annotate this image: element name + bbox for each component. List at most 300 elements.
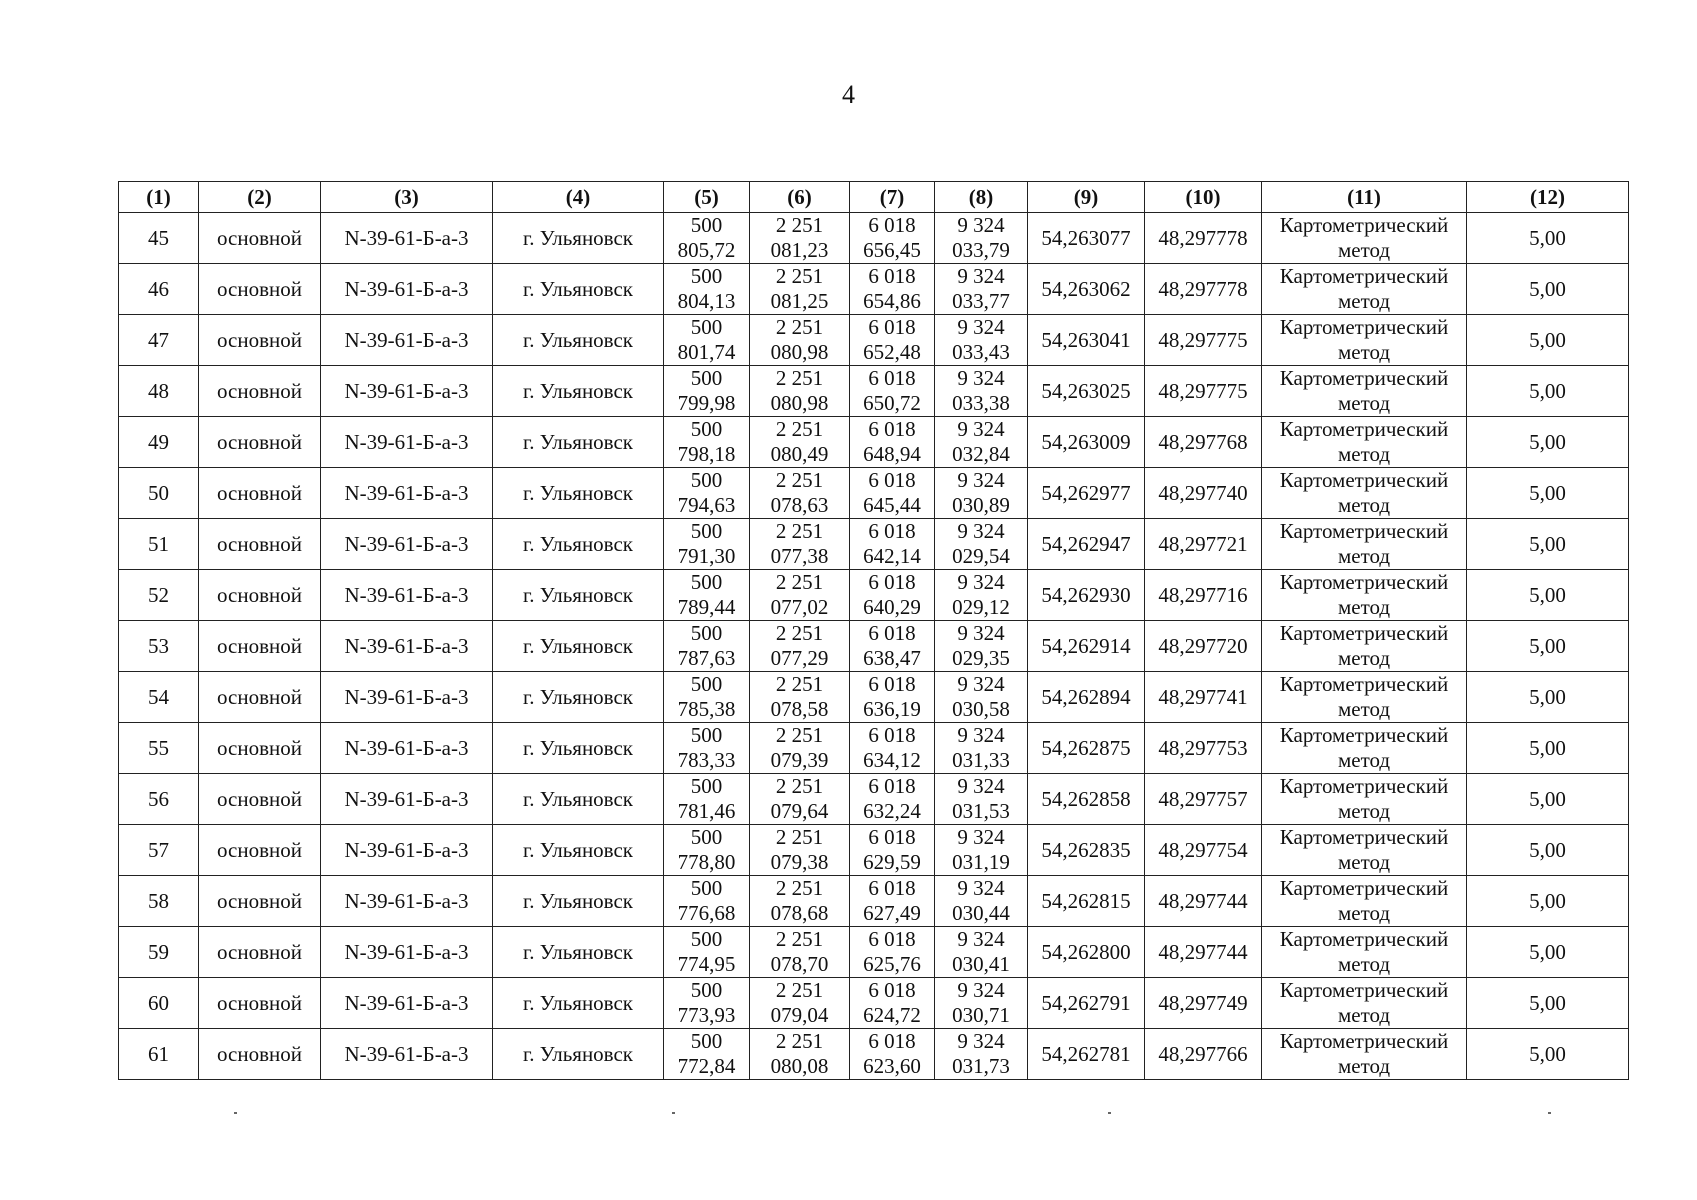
- cell-line: 500: [690, 621, 723, 645]
- table-cell: 54: [119, 672, 199, 723]
- cell-line: 656,45: [863, 238, 921, 262]
- table-cell: [664, 621, 750, 672]
- scan-mark: [234, 1112, 237, 1114]
- column-header: (3): [321, 182, 493, 213]
- cell-line: Картометрический: [1279, 774, 1449, 798]
- table-cell: [935, 672, 1028, 723]
- table-cell: г. Ульяновск: [493, 774, 664, 825]
- cell-line: 783,33: [677, 748, 736, 772]
- cell-line: 638,47: [863, 646, 921, 670]
- cell-line: 6 018: [868, 723, 916, 747]
- table-cell: [750, 927, 850, 978]
- table-cell: 54,262930: [1028, 570, 1145, 621]
- table-cell: 45: [119, 213, 199, 264]
- cell-line: метод: [1337, 952, 1391, 976]
- table-cell: [750, 468, 850, 519]
- cell-line: 9 324: [957, 621, 1005, 645]
- cell-line: 2 251: [775, 825, 824, 849]
- cell-line: 798,18: [677, 442, 736, 466]
- cell-line: 6 018: [868, 315, 916, 339]
- table-cell: 52: [119, 570, 199, 621]
- cell-line: 080,49: [770, 442, 829, 466]
- cell-line: Картометрический: [1279, 927, 1449, 951]
- cell-line: 9 324: [957, 1029, 1005, 1053]
- table-cell: [935, 825, 1028, 876]
- column-header: (9): [1028, 182, 1145, 213]
- table-cell: 5,00: [1467, 672, 1629, 723]
- table-row: [119, 978, 1629, 1029]
- cell-line: 2 251: [775, 366, 824, 390]
- cell-line: 773,93: [677, 1003, 736, 1027]
- table-cell: г. Ульяновск: [493, 672, 664, 723]
- table-row: [119, 876, 1629, 927]
- table-cell: 5,00: [1467, 570, 1629, 621]
- table-cell: 48,297778: [1145, 264, 1262, 315]
- table-cell: основной: [199, 621, 321, 672]
- column-header: (12): [1467, 182, 1629, 213]
- table-cell: 5,00: [1467, 213, 1629, 264]
- table-row: [119, 621, 1629, 672]
- table-cell: основной: [199, 1029, 321, 1080]
- cell-line: 2 251: [775, 264, 824, 288]
- table-cell: N-39-61-Б-а-3: [321, 264, 493, 315]
- cell-line: Картометрический: [1279, 672, 1449, 696]
- table-cell: [1262, 519, 1467, 570]
- table-cell: 48,297716: [1145, 570, 1262, 621]
- cell-line: 6 018: [868, 570, 916, 594]
- cell-line: 6 018: [868, 774, 916, 798]
- table-cell: [1262, 723, 1467, 774]
- cell-line: метод: [1337, 901, 1391, 925]
- table-cell: [1262, 672, 1467, 723]
- cell-line: 078,63: [770, 493, 829, 517]
- column-header: (5): [664, 182, 750, 213]
- table-cell: 54,263041: [1028, 315, 1145, 366]
- table-cell: 48: [119, 366, 199, 417]
- cell-line: 033,38: [952, 391, 1010, 415]
- table-cell: N-39-61-Б-а-3: [321, 1029, 493, 1080]
- cell-line: Картометрический: [1279, 366, 1449, 390]
- cell-line: 500: [690, 876, 723, 900]
- cell-line: 033,43: [952, 340, 1010, 364]
- table-cell: 58: [119, 876, 199, 927]
- table-cell: N-39-61-Б-а-3: [321, 366, 493, 417]
- table-cell: [850, 264, 935, 315]
- table-cell: г. Ульяновск: [493, 417, 664, 468]
- cell-line: 078,68: [770, 901, 829, 925]
- table-cell: 48,297749: [1145, 978, 1262, 1029]
- cell-line: 080,08: [770, 1054, 829, 1078]
- cell-line: 500: [690, 468, 723, 492]
- table-cell: N-39-61-Б-а-3: [321, 315, 493, 366]
- cell-line: метод: [1337, 697, 1391, 721]
- table-cell: основной: [199, 927, 321, 978]
- table-cell: 54,262800: [1028, 927, 1145, 978]
- cell-line: 079,64: [770, 799, 829, 823]
- cell-line: 2 251: [775, 417, 824, 441]
- cell-line: 778,80: [677, 850, 736, 874]
- table-cell: [750, 213, 850, 264]
- table-cell: [664, 213, 750, 264]
- cell-line: 640,29: [863, 595, 921, 619]
- table-cell: [664, 468, 750, 519]
- cell-line: 500: [690, 774, 723, 798]
- table-cell: г. Ульяновск: [493, 264, 664, 315]
- cell-line: 9 324: [957, 366, 1005, 390]
- table-cell: [750, 1029, 850, 1080]
- table-cell: основной: [199, 672, 321, 723]
- page-number: 4: [842, 80, 855, 109]
- cell-line: 077,29: [770, 646, 829, 670]
- table-cell: 54,263077: [1028, 213, 1145, 264]
- table-cell: [664, 1029, 750, 1080]
- table-cell: [750, 876, 850, 927]
- table-cell: [935, 723, 1028, 774]
- cell-line: 500: [690, 927, 723, 951]
- table-cell: основной: [199, 774, 321, 825]
- cell-line: 500: [690, 723, 723, 747]
- cell-line: 9 324: [957, 519, 1005, 543]
- table-cell: 5,00: [1467, 264, 1629, 315]
- table-row: [119, 927, 1629, 978]
- cell-line: 787,63: [677, 646, 736, 670]
- table-row: [119, 213, 1629, 264]
- table-cell: 48,297721: [1145, 519, 1262, 570]
- table-cell: г. Ульяновск: [493, 315, 664, 366]
- table-cell: N-39-61-Б-а-3: [321, 570, 493, 621]
- cell-line: 9 324: [957, 315, 1005, 339]
- table-cell: 5,00: [1467, 621, 1629, 672]
- cell-line: Картометрический: [1279, 468, 1449, 492]
- table-cell: основной: [199, 468, 321, 519]
- table-cell: г. Ульяновск: [493, 519, 664, 570]
- table-cell: основной: [199, 417, 321, 468]
- table-row: [119, 366, 1629, 417]
- cell-line: 2 251: [775, 519, 824, 543]
- table-cell: основной: [199, 519, 321, 570]
- cell-line: 031,19: [952, 850, 1010, 874]
- table-cell: [664, 672, 750, 723]
- table-cell: N-39-61-Б-а-3: [321, 927, 493, 978]
- table-cell: [1262, 315, 1467, 366]
- table-cell: 59: [119, 927, 199, 978]
- table-cell: [935, 417, 1028, 468]
- table-cell: N-39-61-Б-а-3: [321, 621, 493, 672]
- cell-line: 029,35: [952, 646, 1010, 670]
- cell-line: 9 324: [957, 417, 1005, 441]
- table-cell: [664, 774, 750, 825]
- column-header: (10): [1145, 182, 1262, 213]
- table-cell: [1262, 417, 1467, 468]
- table-cell: основной: [199, 978, 321, 1029]
- cell-line: метод: [1337, 1003, 1391, 1027]
- cell-line: 2 251: [775, 468, 824, 492]
- table-cell: 57: [119, 825, 199, 876]
- cell-line: 6 018: [868, 876, 916, 900]
- table-header-row: [119, 182, 1629, 213]
- table-cell: 54,262835: [1028, 825, 1145, 876]
- cell-line: 031,33: [952, 748, 1010, 772]
- table-cell: г. Ульяновск: [493, 621, 664, 672]
- cell-line: Картометрический: [1279, 315, 1449, 339]
- cell-line: 652,48: [863, 340, 921, 364]
- table-cell: 48,297778: [1145, 213, 1262, 264]
- cell-line: Картометрический: [1279, 825, 1449, 849]
- table-cell: 48,297775: [1145, 366, 1262, 417]
- cell-line: Картометрический: [1279, 1029, 1449, 1053]
- cell-line: 624,72: [863, 1003, 921, 1027]
- cell-line: Картометрический: [1279, 213, 1449, 237]
- cell-line: 500: [690, 315, 723, 339]
- column-header: (8): [935, 182, 1028, 213]
- table-cell: [850, 723, 935, 774]
- table-cell: 5,00: [1467, 825, 1629, 876]
- cell-line: 500: [690, 1029, 723, 1053]
- cell-line: 9 324: [957, 978, 1005, 1002]
- table-row: [119, 723, 1629, 774]
- table-cell: N-39-61-Б-а-3: [321, 825, 493, 876]
- cell-line: Картометрический: [1279, 264, 1449, 288]
- cell-line: 801,74: [677, 340, 736, 364]
- scan-mark: [1548, 1112, 1551, 1114]
- cell-line: 2 251: [775, 978, 824, 1002]
- cell-line: 500: [690, 672, 723, 696]
- table-cell: 54,262875: [1028, 723, 1145, 774]
- table-cell: [664, 978, 750, 1029]
- cell-line: 9 324: [957, 774, 1005, 798]
- table-cell: г. Ульяновск: [493, 978, 664, 1029]
- table-cell: 46: [119, 264, 199, 315]
- cell-line: 6 018: [868, 366, 916, 390]
- table-cell: 48,297775: [1145, 315, 1262, 366]
- table-cell: [935, 876, 1028, 927]
- table-cell: г. Ульяновск: [493, 825, 664, 876]
- column-header: (1): [119, 182, 199, 213]
- cell-line: 030,89: [952, 493, 1010, 517]
- table-cell: [750, 417, 850, 468]
- table-cell: [850, 825, 935, 876]
- table-cell: N-39-61-Б-а-3: [321, 876, 493, 927]
- table-cell: г. Ульяновск: [493, 723, 664, 774]
- table-cell: [1262, 927, 1467, 978]
- table-cell: [935, 621, 1028, 672]
- table-cell: 54,262791: [1028, 978, 1145, 1029]
- cell-line: 500: [690, 417, 723, 441]
- table-cell: [1262, 1029, 1467, 1080]
- table-cell: 5,00: [1467, 723, 1629, 774]
- table-cell: [1262, 825, 1467, 876]
- cell-line: 6 018: [868, 978, 916, 1002]
- cell-line: 2 251: [775, 1029, 824, 1053]
- table-cell: [850, 213, 935, 264]
- cell-line: Картометрический: [1279, 570, 1449, 594]
- cell-line: 636,19: [863, 697, 921, 721]
- table-cell: [935, 927, 1028, 978]
- table-cell: [1262, 774, 1467, 825]
- table-cell: [664, 825, 750, 876]
- table-cell: основной: [199, 825, 321, 876]
- table-cell: 5,00: [1467, 315, 1629, 366]
- cell-line: 9 324: [957, 672, 1005, 696]
- cell-line: 632,24: [863, 799, 921, 823]
- cell-line: Картометрический: [1279, 876, 1449, 900]
- cell-line: 079,04: [770, 1003, 829, 1027]
- table-cell: N-39-61-Б-а-3: [321, 213, 493, 264]
- table-cell: 48,297757: [1145, 774, 1262, 825]
- table-cell: 54,262977: [1028, 468, 1145, 519]
- table-cell: основной: [199, 876, 321, 927]
- cell-line: 030,71: [952, 1003, 1010, 1027]
- cell-line: 032,84: [952, 442, 1010, 466]
- cell-line: 654,86: [863, 289, 921, 313]
- table-cell: N-39-61-Б-а-3: [321, 672, 493, 723]
- cell-line: 9 324: [957, 723, 1005, 747]
- table-cell: [750, 315, 850, 366]
- table-cell: 48,297768: [1145, 417, 1262, 468]
- column-header: (4): [493, 182, 664, 213]
- cell-line: 776,68: [677, 901, 736, 925]
- column-header: (11): [1262, 182, 1467, 213]
- table-row: [119, 519, 1629, 570]
- cell-line: 2 251: [775, 876, 824, 900]
- cell-line: 030,41: [952, 952, 1010, 976]
- table-cell: 55: [119, 723, 199, 774]
- table-cell: г. Ульяновск: [493, 876, 664, 927]
- cell-line: 772,84: [677, 1054, 736, 1078]
- cell-line: 6 018: [868, 672, 916, 696]
- table-cell: 49: [119, 417, 199, 468]
- cell-line: Картометрический: [1279, 621, 1449, 645]
- cell-line: метод: [1337, 391, 1391, 415]
- cell-line: 030,44: [952, 901, 1010, 925]
- table-cell: 5,00: [1467, 417, 1629, 468]
- table-cell: основной: [199, 315, 321, 366]
- table-cell: 54,263025: [1028, 366, 1145, 417]
- table-cell: 48,297741: [1145, 672, 1262, 723]
- table-cell: [664, 264, 750, 315]
- table-cell: 54,262914: [1028, 621, 1145, 672]
- cell-line: 9 324: [957, 927, 1005, 951]
- cell-line: 9 324: [957, 825, 1005, 849]
- table-cell: [850, 570, 935, 621]
- table-cell: [935, 468, 1028, 519]
- table-cell: [750, 264, 850, 315]
- cell-line: 031,53: [952, 799, 1010, 823]
- table-cell: N-39-61-Б-а-3: [321, 519, 493, 570]
- cell-line: 6 018: [868, 1029, 916, 1053]
- table-cell: 61: [119, 1029, 199, 1080]
- table-cell: 54,262781: [1028, 1029, 1145, 1080]
- coordinates-table: [118, 181, 1629, 1080]
- table-cell: г. Ульяновск: [493, 213, 664, 264]
- table-cell: [664, 927, 750, 978]
- cell-line: 781,46: [677, 799, 736, 823]
- table-cell: [850, 315, 935, 366]
- cell-line: метод: [1337, 850, 1391, 874]
- column-header: (2): [199, 182, 321, 213]
- cell-line: 078,58: [770, 697, 829, 721]
- cell-line: 634,12: [863, 748, 921, 772]
- cell-line: 079,39: [770, 748, 829, 772]
- table-cell: [1262, 876, 1467, 927]
- table-cell: [935, 315, 1028, 366]
- table-row: [119, 264, 1629, 315]
- cell-line: 2 251: [775, 927, 824, 951]
- table-cell: 48,297744: [1145, 876, 1262, 927]
- cell-line: 500: [690, 264, 723, 288]
- table-cell: N-39-61-Б-а-3: [321, 723, 493, 774]
- table-cell: г. Ульяновск: [493, 570, 664, 621]
- table-cell: [1262, 264, 1467, 315]
- cell-line: 804,13: [677, 289, 736, 313]
- column-header: (7): [850, 182, 935, 213]
- cell-line: 6 018: [868, 264, 916, 288]
- table-cell: основной: [199, 366, 321, 417]
- scan-mark: [1108, 1112, 1111, 1114]
- table-cell: [750, 978, 850, 1029]
- table-cell: [750, 672, 850, 723]
- table-cell: 60: [119, 978, 199, 1029]
- cell-line: 805,72: [677, 238, 736, 262]
- table-cell: 51: [119, 519, 199, 570]
- table-cell: [850, 417, 935, 468]
- table-cell: основной: [199, 213, 321, 264]
- table-cell: N-39-61-Б-а-3: [321, 417, 493, 468]
- cell-line: 030,58: [952, 697, 1010, 721]
- cell-line: 033,79: [952, 238, 1010, 262]
- table-cell: 48,297744: [1145, 927, 1262, 978]
- table-cell: основной: [199, 723, 321, 774]
- table-row: [119, 774, 1629, 825]
- table-cell: [750, 723, 850, 774]
- table-cell: [850, 1029, 935, 1080]
- cell-line: метод: [1337, 289, 1391, 313]
- table-cell: [935, 978, 1028, 1029]
- cell-line: 9 324: [957, 213, 1005, 237]
- cell-line: 9 324: [957, 876, 1005, 900]
- table-cell: 48,297766: [1145, 1029, 1262, 1080]
- table-cell: 48,297740: [1145, 468, 1262, 519]
- cell-line: 6 018: [868, 417, 916, 441]
- table-cell: г. Ульяновск: [493, 366, 664, 417]
- table-cell: [750, 570, 850, 621]
- table-cell: [1262, 468, 1467, 519]
- table-cell: 54,263062: [1028, 264, 1145, 315]
- cell-line: 623,60: [863, 1054, 921, 1078]
- table-cell: 47: [119, 315, 199, 366]
- table-cell: 48,297754: [1145, 825, 1262, 876]
- cell-line: 500: [690, 366, 723, 390]
- table-cell: [850, 468, 935, 519]
- table-cell: [935, 519, 1028, 570]
- table-cell: 5,00: [1467, 519, 1629, 570]
- table-row: [119, 825, 1629, 876]
- cell-line: метод: [1337, 442, 1391, 466]
- cell-line: 642,14: [863, 544, 921, 568]
- cell-line: 645,44: [863, 493, 921, 517]
- cell-line: 6 018: [868, 213, 916, 237]
- table-cell: [750, 366, 850, 417]
- table-cell: г. Ульяновск: [493, 927, 664, 978]
- cell-line: 794,63: [677, 493, 736, 517]
- cell-line: метод: [1337, 493, 1391, 517]
- table-cell: г. Ульяновск: [493, 468, 664, 519]
- table-cell: 48,297720: [1145, 621, 1262, 672]
- table-cell: [850, 927, 935, 978]
- cell-line: 2 251: [775, 315, 824, 339]
- cell-line: 627,49: [863, 901, 921, 925]
- cell-line: 029,54: [952, 544, 1010, 568]
